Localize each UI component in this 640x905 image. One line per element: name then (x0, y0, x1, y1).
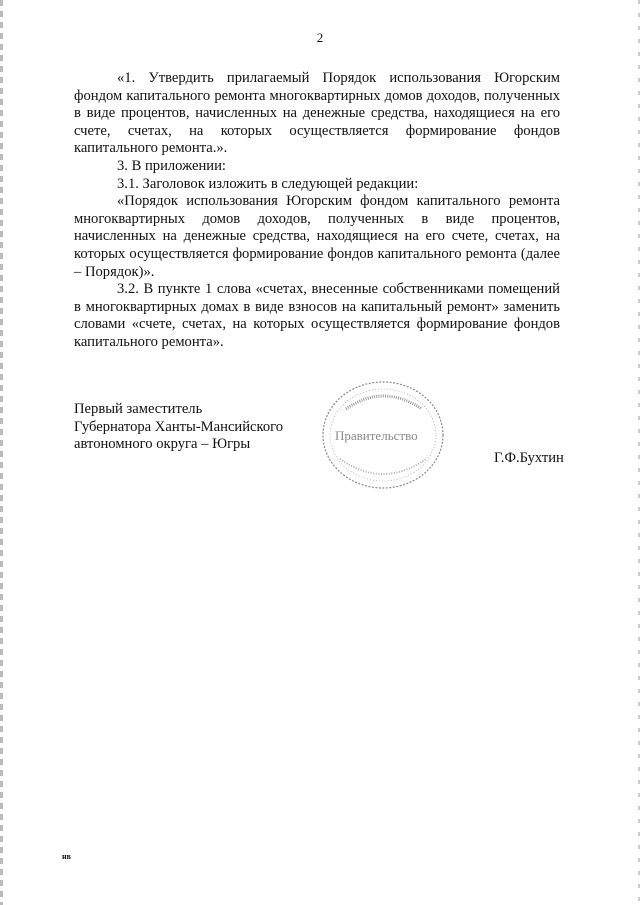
position-line-3: автономного округа – Югры (74, 436, 251, 453)
scan-edge-left (0, 0, 3, 905)
signatory-position (74, 401, 283, 454)
seal-text: Правительство (335, 428, 418, 443)
footer-mark: нв (62, 852, 71, 861)
official-seal (318, 379, 448, 491)
paragraph-2: 3. В приложении: (117, 157, 226, 174)
paragraph-4: «Порядок использования Югорским фондом капитального ремонта многоквартирных домов доходов, полученных в виде процентов, начисленных на денежные средства, находящиеся на его счете, счетах, на которых осуществляется формирование фондов капитального ремонта (далее – Порядок)». (74, 193, 560, 280)
position-line-2: Губернатора Ханты-Мансийского (74, 418, 284, 435)
document-body (74, 70, 560, 352)
paragraph-5: 3.2. В пункте 1 слова «счетах, внесенные собственниками помещений в многоквартирных домах в виде взносов на капитальный ремонт» заменить словами «счете, счетах, на которых осуществляется формирование фондов капитального ремонта». (74, 281, 560, 350)
paragraph-3: 3.1. Заголовок изложить в следующей редакции: (117, 175, 419, 192)
signatory-name: Г.Ф.Бухтин (494, 450, 564, 466)
paragraph-1: «1. Утвердить прилагаемый Порядок использования Югорским фондом капитального ремонта многоквартирных домов доходов, полученных в виде процентов, начисленных на денежные средства, находящиеся на его счете, счетах, на которых осуществляется формирование фондов капитального ремонта.». (74, 70, 560, 157)
page-number: 2 (316, 30, 324, 45)
position-line-1: Первый заместитель (74, 401, 203, 417)
